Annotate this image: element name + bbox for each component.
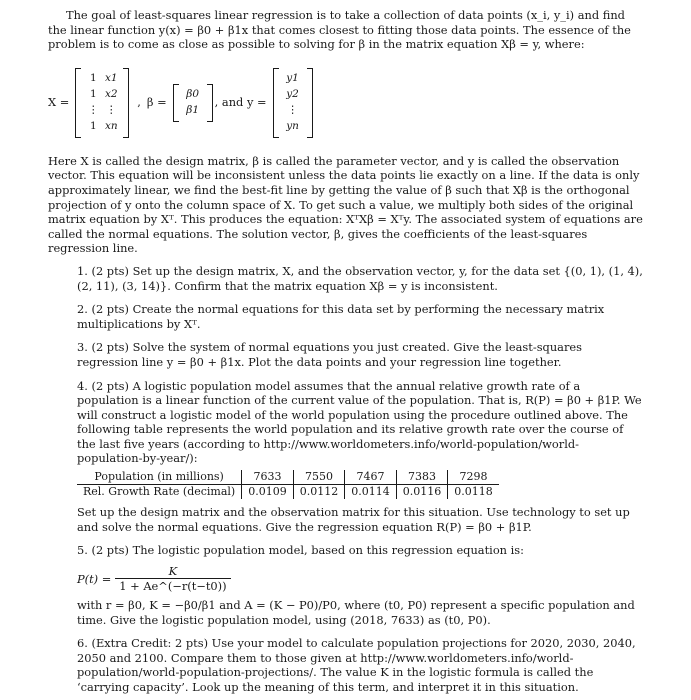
item-5-followup: with r = β0, K = −β0/β1 and A = (K − P0)/P0, where (t0, P0) represent a specific population and time. Give the logistic population model, using (2018, 7633) as (t0, P0). (77, 598, 635, 627)
list-item: 2. (2 pts) Create the normal equations for this data set by performing the necessary matrix multiplications by Xᵀ. (77, 302, 605, 331)
parameter-vector-label: β = (146, 95, 167, 110)
intro-paragraph-1: The goal of least-squares linear regression is to take a collection of data points (x_i, y_i) and find the linear function y(x) = β0 + β1x that comes closest to fitting those data points. The essence of the problem is to come as close as possible to solving for β in the matrix equation Xβ = y, where: (48, 8, 631, 52)
matrix-definitions: X = 1 x1 1 x2 ⋮ ⋮ 1 xn , β = β0 β1 , and y = y1 y2 ⋮ yn (48, 54, 643, 152)
design-matrix: 1 x1 1 x2 ⋮ ⋮ 1 xn (75, 68, 129, 138)
item-4-followup: Set up the design matrix and the observation matrix for this situation. Use technology to set up and solve the normal equations. Give the regression equation R(P) = β0 + β1P. (77, 505, 630, 534)
design-matrix-label: X = (48, 95, 70, 110)
logistic-formula: P(t) = $\frac{K}{1 + Ae\^{}(-r(t-t0))}$ (77, 564, 643, 594)
observation-vector-label: , and y = (214, 95, 267, 110)
intro-paragraph-2: Here X is called the design matrix, β is called the parameter vector, and y is called the observation vector. This equation will be inconsistent unless the data points lie exactly on a line. If the data is only approximately linear, we find the best-fit line by getting the value of β such that Xβ is the orthogonal projection of y onto the column space of X. To get such a value, we multiply both sides of the original matrix equation by Xᵀ. This produces the equation: XᵀXβ = Xᵀy. The associated system of equations are called the normal equations. The solution vector, β, gives the coefficients of the least-squares regression line. (48, 153, 643, 256)
table-row: Population (in millions) 7633 7550 7467 7383 7298 (77, 470, 499, 485)
population-table (77, 470, 499, 499)
list-item: 4. (2 pts) A logistic population model assumes that the annual relative growth rate of a population is a linear function of the current value of the population. That is, R(P) = β0 + β1P. We will construct a logistic model of the world population using the procedure outlined above. The following table represents the world population and its relative growth rate over the course of the last five years (according to http://www.worldometers.info/world-population/world-population-by-year/): Population (in millions) 7633 7550 7467 7383 7298 Rel. Growth Rate (decimal) 0.0109 0.0112 0.0114 0.0116 0.0118 Set up the design matrix and the observation matrix for this situation. Use technology to set up and solve the normal equations. Give the regression equation R(P) = β0 + β1P. (77, 378, 642, 534)
parameter-vector: β0 β1 (173, 84, 213, 122)
problem-list (48, 264, 643, 695)
list-item: 5. (2 pts) The logistic population model, based on this regression equation is: P(t) = $\frac{K}{1 + Ae\^{}(-r(t-t0))}$ with r = β0, K = −β0/β1 and A = (K − P0)/P0, where (t0, P0) represent a specific population and time. Give the logistic population model, using (2018, 7633) as (t0, P0). (75, 543, 643, 627)
list-item: 6. (Extra Credit: 2 pts) Use your model to calculate population projections for 2020, 2030, 2040, 2050 and 2100. Compare them to those given at http://www.worldometers.info/world-population/world-population-projections/. The value K in the logistic formula is called the ‘carrying capacity’. Look up the meaning of this term, and interpret it in this situation. (77, 636, 636, 694)
list-item: 1. (2 pts) Set up the design matrix, X, and the observation vector, y, for the data set {(0, 1), (1, 4), (2, 11), (3, 14)}. Confirm that the matrix equation Xβ = y is inconsistent. (77, 263, 643, 293)
observation-vector: y1 y2 ⋮ yn (273, 68, 313, 138)
list-item: 3. (2 pts) Solve the system of normal equations you just created. Give the least-squares regression line y = β0 + β1x. Plot the data points and your regression line together. (77, 340, 582, 369)
table-row: Rel. Growth Rate (decimal) 0.0109 0.0112 0.0114 0.0116 0.0118 (77, 485, 499, 500)
